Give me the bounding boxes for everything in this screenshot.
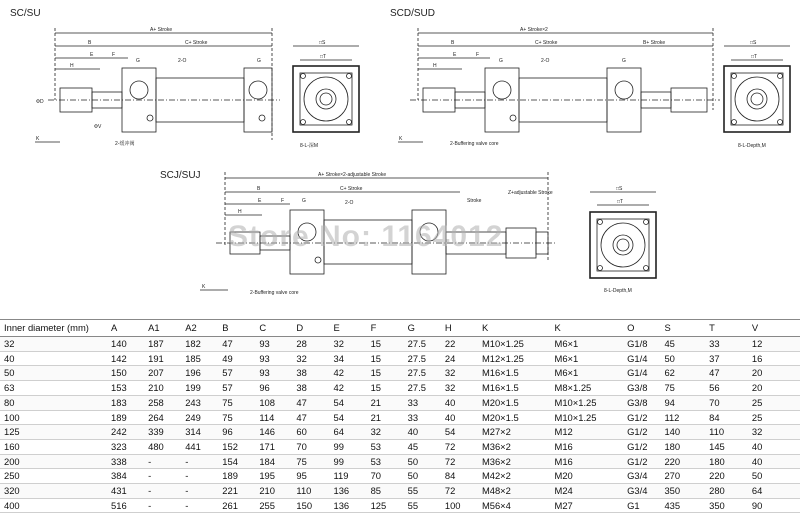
column-header: O — [623, 320, 660, 337]
table-cell: - — [185, 455, 189, 467]
column-header: S — [660, 320, 705, 337]
table-cell: M10×1.25 — [554, 411, 597, 423]
table-cell: M6×1 — [554, 338, 579, 349]
scd-g1-label: G — [499, 58, 503, 64]
table-cell: 16 — [751, 352, 763, 364]
table-cell: 270 — [664, 470, 681, 482]
scd-g2-label: G — [622, 58, 626, 64]
table-cell: 47 — [296, 396, 307, 408]
table-cell: 140 — [664, 426, 681, 438]
table-cell: 280 — [709, 485, 725, 497]
table-cell: 314 — [185, 426, 201, 438]
table-cell: G3/8 — [627, 382, 648, 394]
table-cell: - — [148, 455, 152, 467]
spec-table — [0, 319, 800, 513]
scd-k-label: K — [399, 136, 403, 142]
table-cell: 80 — [4, 396, 15, 408]
table-cell: 182 — [185, 338, 201, 349]
table-cell: 96 — [222, 426, 233, 438]
table-cell: 108 — [259, 396, 275, 408]
table-cell: 180 — [664, 440, 681, 452]
table-cell: 50 — [664, 352, 675, 364]
table-cell: 64 — [333, 426, 344, 438]
table-cell: 220 — [709, 470, 725, 482]
scj-mount-label: 8-L-Depth,M — [604, 288, 632, 294]
table-cell: M27×2 — [481, 426, 511, 438]
table-row — [0, 498, 800, 513]
sc-h-label: H — [70, 63, 74, 69]
scj-b-label: B — [257, 186, 261, 192]
table-cell: 55 — [407, 499, 419, 511]
table-cell: 189 — [222, 470, 238, 482]
table-cell: G1/4 — [627, 367, 648, 379]
table-cell: 160 — [4, 440, 20, 452]
scj-two-o-label: 2-O — [345, 200, 354, 206]
table-cell: 114 — [259, 411, 275, 423]
table-cell: 38 — [296, 382, 307, 394]
table-cell: 96 — [259, 382, 270, 394]
table-cell: 221 — [222, 485, 238, 497]
table-cell: M56×4 — [481, 499, 511, 511]
table-cell: - — [185, 470, 189, 482]
sc-s-label: □S — [319, 40, 326, 46]
table-cell: 70 — [370, 470, 382, 482]
scj-s-label: □S — [616, 186, 623, 192]
table-cell: 33 — [709, 338, 720, 349]
scd-f-label: F — [476, 52, 480, 58]
table-cell: 27.5 — [407, 367, 426, 379]
table-cell: 350 — [664, 485, 681, 497]
table-row — [0, 366, 800, 381]
table-cell: 189 — [111, 411, 127, 423]
table-cell: 220 — [664, 455, 681, 467]
table-cell: 40 — [751, 455, 763, 467]
table-cell: 516 — [111, 499, 127, 511]
sc-d-phi-label: ΦD — [36, 99, 44, 105]
table-cell: 187 — [148, 338, 164, 349]
table-cell: M6×1 — [554, 352, 579, 364]
table-cell: 242 — [111, 426, 127, 438]
table-cell: 33 — [407, 396, 419, 408]
table-cell: 47 — [296, 411, 307, 423]
scj-t-label: □T — [617, 199, 624, 205]
scd-e-label: E — [453, 52, 457, 58]
table-cell: 350 — [709, 499, 725, 511]
table-cell: G1/4 — [627, 352, 648, 364]
table-cell: 15 — [370, 338, 382, 349]
table-cell: 110 — [709, 426, 725, 438]
table-cell: 32 — [333, 338, 344, 349]
table-cell: 54 — [444, 426, 456, 438]
table-cell: 45 — [664, 338, 675, 349]
table-cell: 146 — [259, 426, 275, 438]
table-cell: 54 — [333, 411, 344, 423]
table-cell: G3/8 — [627, 396, 648, 408]
table-cell: 32 — [444, 367, 456, 379]
table-cell: M42×2 — [481, 470, 511, 482]
table-cell: M24 — [554, 485, 573, 497]
table-cell: 22 — [444, 338, 456, 349]
table-cell: 93 — [259, 367, 270, 379]
table-cell: M20 — [554, 470, 573, 482]
table-cell: - — [148, 499, 152, 511]
scj-adjustable-label: Z+adjustable Stroke — [508, 190, 553, 196]
table-cell: 255 — [259, 499, 275, 511]
table-cell: 25 — [751, 396, 763, 408]
table-cell: 150 — [111, 367, 127, 379]
column-header: K — [551, 320, 624, 337]
sc-side-view — [35, 28, 280, 142]
table-cell: 136 — [333, 499, 350, 511]
table-cell: 90 — [751, 499, 763, 511]
scd-mount-label: 8-L-Depth,M — [738, 143, 766, 149]
table-cell: 431 — [111, 485, 127, 497]
table-cell: 243 — [185, 396, 201, 408]
table-cell: 53 — [370, 455, 382, 467]
table-cell: 32 — [4, 338, 15, 349]
table-cell: 72 — [444, 485, 456, 497]
table-cell: M16×1.5 — [481, 367, 519, 379]
table-cell: - — [185, 485, 189, 497]
table-row — [0, 469, 800, 484]
table-cell: 145 — [709, 440, 725, 452]
table-cell: 57 — [222, 367, 233, 379]
sc-a-stroke-label: A+ Stroke — [150, 27, 173, 33]
table-cell: 207 — [148, 367, 164, 379]
column-header: F — [367, 320, 404, 337]
table-cell: 27.5 — [407, 338, 426, 349]
table-cell: 435 — [664, 499, 681, 511]
table-cell: 37 — [709, 352, 720, 364]
table-cell: M36×2 — [481, 440, 511, 452]
table-cell: 339 — [148, 426, 164, 438]
table-cell: 400 — [4, 499, 20, 511]
store-watermark: Store No: 1164012 — [228, 220, 504, 253]
table-cell: 49 — [222, 352, 233, 364]
scd-c-stroke-label: C+ Stroke — [535, 40, 558, 46]
scj-g-label: G — [302, 198, 306, 204]
table-cell: 38 — [296, 367, 307, 379]
table-cell: 21 — [370, 411, 382, 423]
table-cell: 50 — [407, 470, 419, 482]
column-header: G — [404, 320, 441, 337]
table-cell: 32 — [751, 426, 763, 438]
table-row — [0, 439, 800, 454]
table-cell: 99 — [333, 440, 344, 452]
table-cell: 64 — [751, 485, 763, 497]
column-header: C — [255, 320, 292, 337]
table-cell: M12×1.25 — [481, 352, 524, 364]
table-cell: 210 — [148, 382, 164, 394]
table-cell: 384 — [111, 470, 127, 482]
table-cell: - — [148, 470, 152, 482]
table-cell: G1/8 — [627, 338, 648, 349]
table-cell: 40 — [751, 440, 763, 452]
sc-mount-label: 8-L-深M — [300, 143, 319, 149]
table-cell: 32 — [296, 352, 307, 364]
table-cell: 12 — [751, 338, 763, 349]
table-cell: 480 — [148, 440, 164, 452]
table-cell: 72 — [444, 455, 456, 467]
table-cell: 72 — [444, 440, 456, 452]
table-cell: 84 — [444, 470, 456, 482]
table-cell: 180 — [709, 455, 725, 467]
sc-e-label: E — [90, 52, 94, 58]
table-row — [0, 484, 800, 499]
table-cell: M36×2 — [481, 455, 511, 467]
scd-t-label: □T — [751, 54, 758, 60]
table-cell: 136 — [333, 485, 350, 497]
sc-f-label: F — [112, 52, 116, 58]
table-cell: 50 — [407, 455, 419, 467]
table-cell: 84 — [709, 411, 720, 423]
table-cell: G3/4 — [627, 470, 648, 482]
table-cell: 27.5 — [407, 382, 426, 394]
column-header: K — [478, 320, 551, 337]
column-header: A2 — [181, 320, 218, 337]
table-cell: 50 — [4, 367, 15, 379]
scj-a-stroke-label: A+ Stroke×2-adjustable Stroke — [318, 172, 387, 178]
table-cell: 200 — [4, 455, 20, 467]
scj-f-label: F — [281, 198, 285, 204]
table-cell: 93 — [259, 338, 270, 349]
sc-c-stroke-label: C+ Stroke — [185, 40, 208, 46]
scd-side-view — [398, 28, 720, 142]
column-header: D — [292, 320, 329, 337]
scj-stroke-label: Stroke — [467, 198, 482, 204]
table-cell: 42 — [333, 382, 344, 394]
table-cell: 75 — [296, 455, 307, 467]
table-cell: - — [148, 485, 152, 497]
scd-b-label: B — [451, 40, 455, 46]
table-cell: 250 — [4, 470, 20, 482]
table-cell: 112 — [664, 411, 680, 423]
table-cell: 47 — [709, 367, 720, 379]
scj-e-label: E — [258, 198, 262, 204]
table-cell: 100 — [4, 411, 20, 423]
table-cell: 62 — [664, 367, 675, 379]
table-cell: 40 — [4, 352, 15, 364]
table-cell: 15 — [370, 367, 382, 379]
table-cell: 85 — [370, 485, 382, 497]
table-cell: 56 — [709, 382, 720, 394]
spec-table-header — [0, 320, 800, 337]
header-row — [0, 320, 800, 337]
table-cell: 40 — [444, 411, 456, 423]
column-header: A — [107, 320, 144, 337]
table-cell: 125 — [370, 499, 387, 511]
table-cell: M12 — [554, 426, 573, 438]
table-cell: 249 — [185, 411, 201, 423]
table-cell: 199 — [185, 382, 201, 394]
table-cell: G3/4 — [627, 485, 648, 497]
table-cell: 55 — [407, 485, 419, 497]
table-cell: - — [185, 499, 189, 511]
table-cell: 196 — [185, 367, 201, 379]
scd-s-label: □S — [750, 40, 757, 46]
scd-title: SCD/SUD — [390, 8, 436, 19]
table-cell: 15 — [370, 352, 382, 364]
table-cell: G1/2 — [627, 440, 648, 452]
table-cell: 183 — [111, 396, 127, 408]
table-cell: M10×1.25 — [554, 396, 597, 408]
table-cell: M48×2 — [481, 485, 511, 497]
table-cell: 20 — [751, 367, 763, 379]
table-cell: M20×1.5 — [481, 411, 519, 423]
table-cell: 441 — [185, 440, 201, 452]
column-header: V — [748, 320, 800, 337]
scd-two-o-label: 2-O — [541, 58, 550, 64]
table-cell: M16×1.5 — [481, 382, 519, 394]
sc-g2-label: G — [257, 58, 261, 64]
table-cell: 75 — [222, 396, 233, 408]
table-cell: 50 — [751, 470, 763, 482]
table-cell: M16 — [554, 455, 573, 467]
table-cell: 40 — [444, 396, 456, 408]
scj-h-label: H — [238, 209, 242, 215]
column-header: B — [218, 320, 255, 337]
sc-v-phi-label: ΦV — [94, 124, 102, 130]
table-cell: 33 — [407, 411, 419, 423]
table-row — [0, 337, 800, 352]
table-cell: 24 — [444, 352, 456, 364]
table-cell: 184 — [259, 455, 275, 467]
table-cell: 100 — [444, 499, 461, 511]
table-cell: 185 — [185, 352, 201, 364]
sc-title: SC/SU — [10, 8, 41, 19]
scj-title: SCJ/SUJ — [160, 170, 201, 181]
column-header: E — [330, 320, 367, 337]
table-cell: 195 — [259, 470, 275, 482]
sc-two-o-label: 2-O — [178, 58, 187, 64]
scd-b-stroke-label: B+ Stroke — [643, 40, 666, 46]
table-cell: 191 — [148, 352, 164, 364]
table-cell: 110 — [296, 485, 312, 497]
scj-k-label: K — [202, 284, 206, 290]
table-cell: 93 — [259, 352, 270, 364]
column-header: A1 — [144, 320, 181, 337]
table-cell: 323 — [111, 440, 127, 452]
table-cell: 264 — [148, 411, 164, 423]
column-header: T — [705, 320, 748, 337]
sc-b-label: B — [88, 40, 92, 46]
table-row — [0, 454, 800, 469]
table-cell: 70 — [709, 396, 720, 408]
table-cell: 45 — [407, 440, 419, 452]
sc-k-label: K — [36, 136, 40, 142]
table-cell: 47 — [222, 338, 233, 349]
table-cell: 150 — [296, 499, 313, 511]
table-cell: M20×1.5 — [481, 396, 519, 408]
table-row — [0, 351, 800, 366]
table-cell: 153 — [111, 382, 127, 394]
scd-a-stroke-label: A+ Stroke×2 — [520, 27, 548, 33]
table-cell: 27.5 — [407, 352, 426, 364]
table-cell: G1/2 — [627, 411, 648, 423]
table-cell: M8×1.25 — [554, 382, 592, 394]
table-cell: M6×1 — [554, 367, 579, 379]
table-cell: 152 — [222, 440, 238, 452]
table-row — [0, 410, 800, 425]
scd-h-label: H — [433, 63, 437, 69]
table-cell: 34 — [333, 352, 344, 364]
scd-cushion-label: 2-Buffering valve core — [450, 141, 499, 147]
column-header: H — [441, 320, 478, 337]
table-cell: 15 — [370, 382, 382, 394]
table-cell: M10×1.25 — [481, 338, 524, 349]
scj-cushion-label: 2-Buffering valve core — [250, 290, 299, 296]
table-cell: 54 — [333, 396, 344, 408]
table-cell: 75 — [222, 411, 233, 423]
table-cell: 125 — [4, 426, 20, 438]
table-cell: 60 — [296, 426, 307, 438]
table-cell: 32 — [444, 382, 456, 394]
table-cell: 154 — [222, 455, 238, 467]
sc-t-label: □T — [320, 54, 327, 60]
scj-c-stroke-label: C+ Stroke — [340, 186, 363, 192]
table-cell: 21 — [370, 396, 382, 408]
table-row — [0, 425, 800, 440]
table-cell: 99 — [333, 455, 344, 467]
table-cell: 320 — [4, 485, 20, 497]
table-cell: 142 — [111, 352, 127, 364]
table-cell: 95 — [296, 470, 307, 482]
table-cell: G1/2 — [627, 426, 648, 438]
table-cell: 40 — [407, 426, 419, 438]
table-cell: 70 — [296, 440, 307, 452]
table-cell: 75 — [664, 382, 675, 394]
table-cell: 25 — [751, 411, 763, 423]
table-cell: 57 — [222, 382, 233, 394]
table-cell: 258 — [148, 396, 164, 408]
table-cell: G1 — [627, 499, 640, 511]
table-row — [0, 395, 800, 410]
table-cell: 140 — [111, 338, 127, 349]
spec-table-body — [0, 337, 800, 513]
table-cell: M27 — [554, 499, 573, 511]
column-header: Inner diameter (mm) — [0, 320, 107, 337]
table-cell: G1/2 — [627, 455, 648, 467]
table-cell: M16 — [554, 440, 573, 452]
table-cell: 338 — [111, 455, 127, 467]
table-cell: 94 — [664, 396, 675, 408]
table-cell: 171 — [259, 440, 275, 452]
table-cell: 20 — [751, 382, 763, 394]
table-cell: 53 — [370, 440, 382, 452]
table-cell: 28 — [296, 338, 307, 349]
table-cell: 42 — [333, 367, 344, 379]
sc-cushion-label: 2-缓冲阀 — [115, 141, 135, 147]
table-row — [0, 381, 800, 396]
table-cell: 32 — [370, 426, 382, 438]
table-cell: 210 — [259, 485, 275, 497]
table-cell: 119 — [333, 470, 349, 482]
table-cell: 261 — [222, 499, 238, 511]
sc-g1-label: G — [136, 58, 140, 64]
table-cell: 63 — [4, 382, 15, 394]
